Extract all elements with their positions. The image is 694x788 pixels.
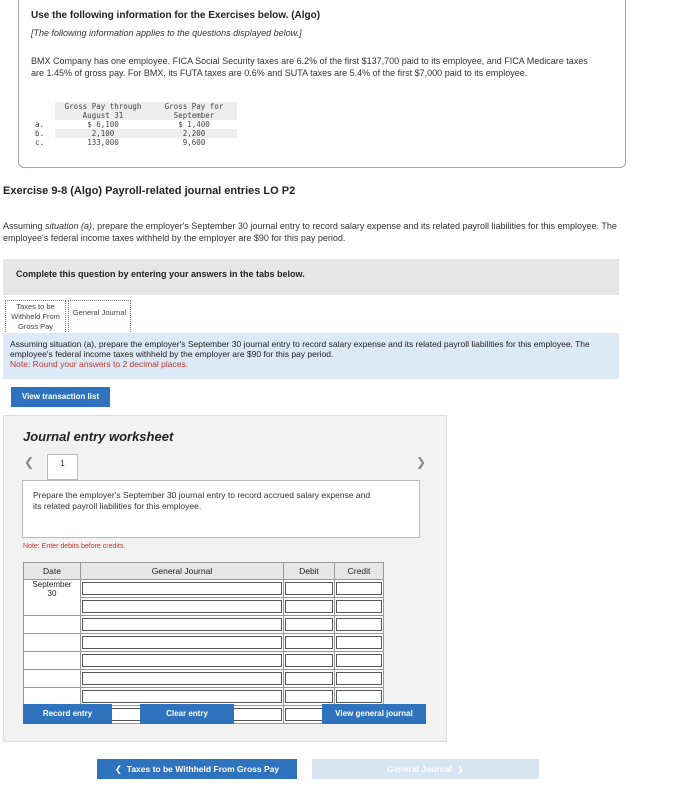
table-row: [24, 634, 384, 652]
september-value: 2,200: [151, 129, 237, 138]
complete-instruction: Complete this question by entering your answers in the tabs below.: [16, 269, 305, 279]
tab-general-journal[interactable]: General Journal: [68, 300, 131, 334]
table-row: [29, 138, 237, 147]
debit-input[interactable]: [285, 636, 333, 649]
view-general-journal-button[interactable]: View general journal: [322, 704, 426, 724]
table-row: [24, 670, 384, 688]
table-row: [24, 652, 384, 670]
table-row: [24, 616, 384, 634]
table-row: [29, 120, 237, 129]
exercise-title: Exercise 9-8 (Algo) Payroll-related journal entries LO P2: [3, 185, 296, 197]
account-input[interactable]: [82, 672, 282, 685]
page-number[interactable]: 1: [47, 454, 78, 480]
debit-input[interactable]: [285, 618, 333, 631]
account-input[interactable]: [82, 636, 282, 649]
credit-input[interactable]: [336, 690, 382, 703]
account-input[interactable]: [82, 654, 282, 667]
header-through-august: Gross Pay through August 31: [55, 102, 151, 120]
debit-input[interactable]: [285, 600, 333, 613]
row-label: b.: [35, 129, 45, 138]
column-credit: Credit: [335, 563, 384, 580]
column-general-journal: General Journal: [81, 563, 284, 580]
credit-input[interactable]: [336, 618, 382, 631]
info-subtitle: [The following information applies to the questions displayed below.]: [31, 28, 302, 38]
column-debit: Debit: [284, 563, 335, 580]
journal-table: [23, 562, 384, 724]
debit-input[interactable]: [285, 582, 333, 595]
row-label: c.: [35, 138, 45, 147]
prompt-text: Prepare the employer's September 30 journal entry to record accrued salary expense and its related payroll liabilities for this employee.: [33, 490, 371, 511]
info-text: BMX Company has one employee. FICA Social Security taxes are 6.2% of the first $137,700 paid to its employee, and FICA Medicare taxes are 1.45% of gross pay. For BMX, its FUTA taxes are 0.6% and SUTA taxes are 5.4% of the first $7,000 paid to its employee.: [31, 56, 588, 78]
column-date: Date: [24, 563, 81, 580]
through-august-value: 133,000: [87, 138, 119, 147]
chevron-right-icon: ❯: [456, 764, 464, 774]
september-value: 9,600: [182, 138, 206, 147]
date-cell: September 30: [24, 580, 81, 616]
debit-input[interactable]: [285, 654, 333, 667]
credit-input[interactable]: [336, 600, 382, 613]
credit-input[interactable]: [336, 636, 382, 649]
debit-input[interactable]: [285, 690, 333, 703]
table-row: [24, 580, 384, 598]
through-august-value: 2,100: [55, 129, 151, 138]
gross-pay-table: [29, 102, 237, 147]
chevron-left-icon: ❮: [114, 764, 123, 774]
next-tab-button[interactable]: General Journal ❯: [312, 759, 539, 779]
view-transaction-list-button[interactable]: View transaction list: [11, 387, 110, 407]
credit-input[interactable]: [336, 582, 382, 595]
account-input[interactable]: [82, 690, 282, 703]
rounding-note: Note: Round your answers to 2 decimal places.: [10, 359, 189, 369]
debit-input[interactable]: [285, 672, 333, 685]
exercise-text: Assuming situation (a), prepare the employer's September 30 journal entry to record salary expense and its related payroll liabilities for this employee. The employee's federal income taxes withheld by the employer are $90 for this pay period.: [3, 221, 617, 243]
through-august-value: $ 6,100: [87, 120, 119, 129]
debits-note: Note: Enter debits before credits.: [23, 543, 126, 550]
question-text: Assuming situation (a), prepare the employer's September 30 journal entry to record salary expense and its related payroll liabilities for this employee. The employee's federal income taxes withheld by the employer are $90 for this pay period. Note: Round your answers to 2 decimal places.: [10, 339, 615, 369]
chevron-right-icon[interactable]: ❯: [416, 455, 427, 469]
row-label: a.: [35, 120, 45, 129]
tab-taxes-withheld[interactable]: Taxes to be Withheld From Gross Pay: [5, 300, 66, 334]
clear-entry-button[interactable]: Clear entry: [140, 704, 234, 724]
worksheet-title: Journal entry worksheet: [23, 429, 174, 444]
table-row: [24, 688, 384, 706]
record-entry-button[interactable]: Record entry: [23, 704, 112, 724]
header-september: Gross Pay for September: [151, 102, 237, 120]
account-input[interactable]: [82, 600, 282, 613]
credit-input[interactable]: [336, 672, 382, 685]
chevron-left-icon[interactable]: ❮: [24, 455, 35, 469]
credit-input[interactable]: [336, 654, 382, 667]
september-value: $ 1,400: [178, 120, 210, 129]
prev-tab-button[interactable]: ❮ Taxes to be Withheld From Gross Pay: [97, 759, 297, 779]
info-title: Use the following information for the Exercises below. (Algo): [31, 10, 321, 21]
table-row: [29, 129, 237, 138]
account-input[interactable]: [82, 582, 282, 595]
account-input[interactable]: [82, 618, 282, 631]
